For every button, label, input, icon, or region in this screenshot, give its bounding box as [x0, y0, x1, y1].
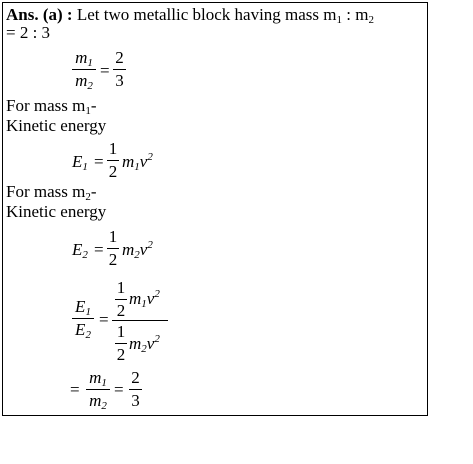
eq3-rhs-term — [122, 240, 153, 260]
eq3-half — [107, 227, 119, 270]
eq2-v: v — [139, 152, 148, 171]
mass2-label: For mass m — [6, 182, 86, 201]
mass2-ke-label: Kinetic energy — [6, 202, 107, 221]
eq5-rhs-den: 3 — [131, 391, 140, 410]
mass1-ke-label: Kinetic energy — [6, 116, 107, 135]
eq1-rhs-den: 3 — [115, 71, 124, 90]
eq3-equals: = — [94, 240, 104, 259]
answer-ratio-line: = 2 : 3 — [6, 23, 51, 42]
eq2-m: m — [122, 152, 135, 171]
mass2-sub: 2 — [85, 191, 91, 203]
eq4-bot-half-num: 1 — [116, 322, 126, 341]
eq4-bot-v: v — [146, 334, 155, 353]
eq3-lhs-sub: 2 — [82, 249, 88, 261]
eq4-num-sub: 1 — [85, 306, 91, 318]
eq4-top-half — [115, 278, 127, 321]
eq4-top-m-sub: 1 — [141, 298, 147, 310]
eq5-rhs-fraction — [129, 368, 142, 411]
eq1-equals: = — [100, 61, 110, 80]
eq5-mass-fraction — [86, 368, 110, 411]
eq4-den-sub: 2 — [85, 329, 91, 341]
eq3-half-num: 1 — [108, 227, 118, 246]
eq3-lhs — [72, 240, 88, 260]
answer-intro: Let two metallic block having mass m — [76, 5, 337, 24]
eq1-rhs-fraction — [113, 48, 126, 91]
eq5-rhs-num: 2 — [131, 368, 140, 387]
eq2-equals: = — [94, 152, 104, 171]
eq3-m: m — [122, 240, 135, 259]
eq4-top-v-sup: 2 — [154, 288, 160, 300]
eq5-den-m: m — [89, 391, 102, 410]
mass2-dash: - — [90, 182, 97, 201]
mass1-sub: 1 — [85, 105, 91, 117]
eq5-equals-1: = — [70, 380, 80, 399]
ratio-m2-sub: 2 — [368, 14, 374, 26]
mass1-label: For mass m — [6, 96, 86, 115]
eq1-num-sub: 1 — [87, 57, 93, 69]
eq4-bot-v-sup: 2 — [154, 333, 160, 345]
eq2-half — [107, 139, 119, 182]
eq2-m-sub: 1 — [134, 161, 140, 173]
eq1-num-m: m — [75, 48, 88, 67]
eq4-top-m: m — [129, 289, 142, 308]
eq2-half-den: 2 — [108, 162, 118, 181]
eq5-equals-2: = — [114, 380, 124, 399]
eq4-bot-m: m — [129, 334, 142, 353]
answer-label: Ans. (a) : — [6, 5, 73, 24]
mass1-dash: - — [90, 96, 97, 115]
eq4-main-fraction-bar — [112, 320, 168, 321]
eq2-v-sup: 2 — [147, 151, 153, 163]
eq1-den-m: m — [75, 71, 88, 90]
eq4-bot-half-den: 2 — [116, 345, 126, 364]
eq4-top-half-den: 2 — [116, 301, 126, 320]
answer-line-1 — [6, 5, 374, 25]
eq5-num-sub: 1 — [101, 377, 107, 389]
eq5-den-sub: 2 — [101, 400, 107, 412]
eq4-top-term — [129, 289, 160, 309]
eq1-den-sub: 2 — [87, 80, 93, 92]
eq3-v: v — [139, 240, 148, 259]
eq2-lhs — [72, 152, 88, 172]
mass2-heading — [6, 182, 97, 202]
eq1-lhs-fraction — [72, 48, 96, 91]
eq4-num-e: E — [75, 297, 86, 316]
eq4-top-v: v — [146, 289, 155, 308]
ratio-separator: : m — [342, 5, 369, 24]
eq5-num-m: m — [89, 368, 102, 387]
mass1-heading — [6, 96, 97, 116]
eq2-half-num: 1 — [108, 139, 118, 158]
eq3-v-sup: 2 — [147, 239, 153, 251]
eq4-bot-half — [115, 322, 127, 365]
eq4-lhs-fraction — [72, 297, 94, 340]
eq4-rhs-complex-fraction — [112, 278, 168, 364]
eq2-lhs-sub: 1 — [82, 161, 88, 173]
eq4-equals: = — [99, 310, 109, 329]
eq1-rhs-num: 2 — [115, 48, 124, 67]
eq4-top-half-num: 1 — [116, 278, 126, 297]
eq4-bot-m-sub: 2 — [141, 343, 147, 355]
eq2-lhs-e: E — [72, 152, 83, 171]
eq4-bot-term — [129, 334, 160, 354]
eq3-lhs-e: E — [72, 240, 83, 259]
eq3-m-sub: 2 — [134, 249, 140, 261]
eq2-rhs-term — [122, 152, 153, 172]
eq3-half-den: 2 — [108, 250, 118, 269]
ratio-m1-sub: 1 — [336, 14, 343, 26]
eq4-den-e: E — [75, 320, 86, 339]
